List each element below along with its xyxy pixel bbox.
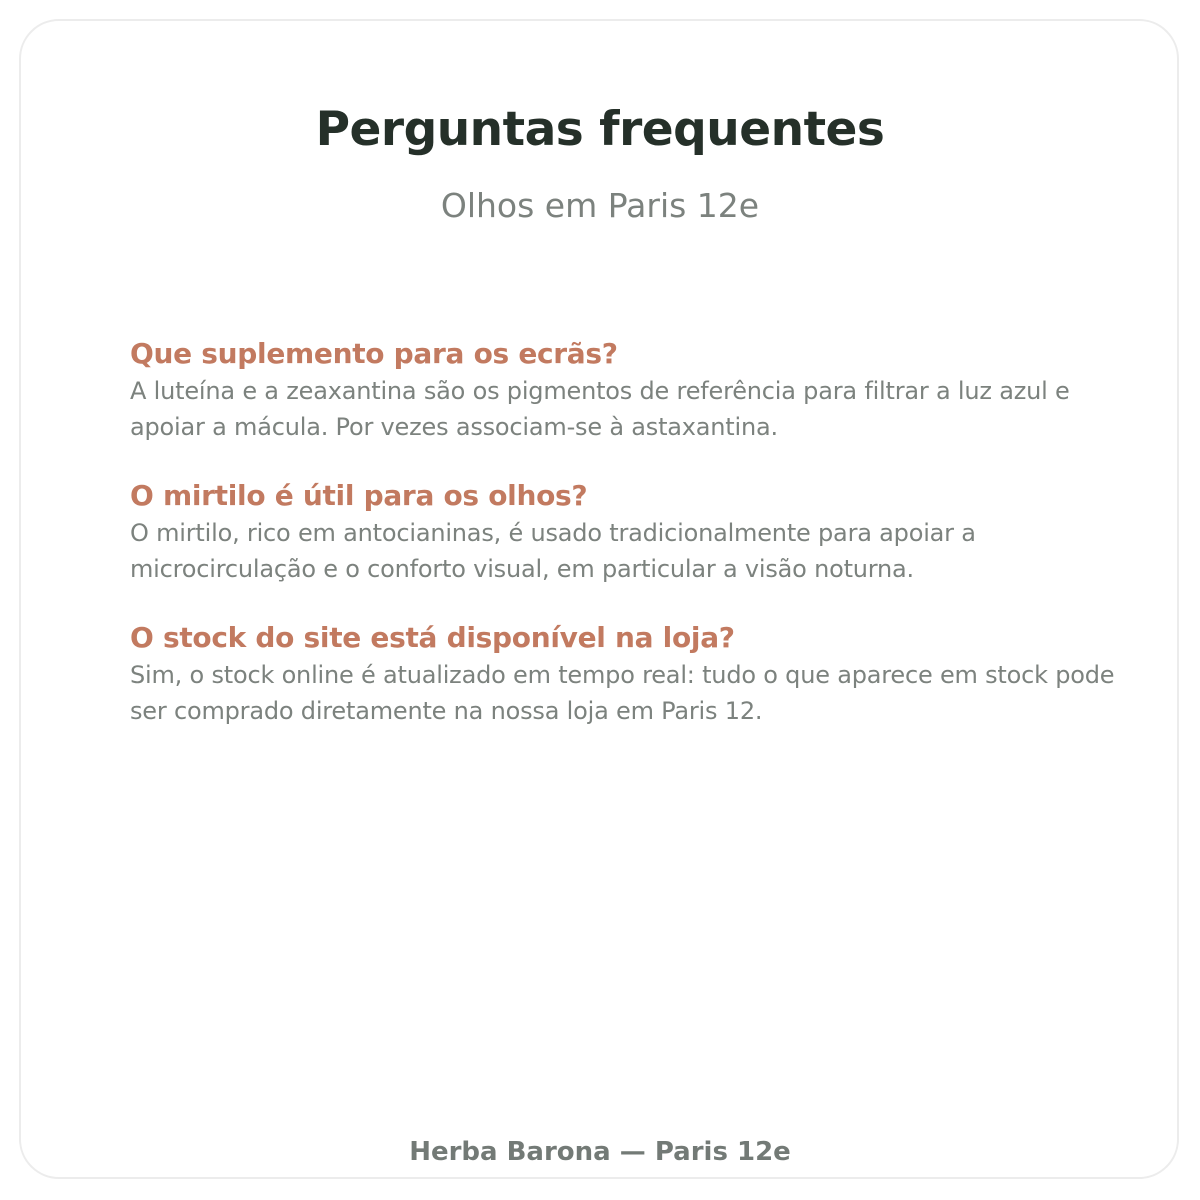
faq-question: O mirtilo é útil para os olhos? [130, 479, 588, 512]
faq-question: Que suplemento para os ecrãs? [130, 337, 618, 370]
page-title: Perguntas frequentes [315, 102, 885, 157]
footer-brand: Herba Barona — Paris 12e [409, 1137, 791, 1167]
faq-item [130, 335, 1120, 445]
page-subtitle: Olhos em Paris 12e [440, 186, 760, 225]
faq-question: O stock do site está disponível na loja? [130, 621, 735, 654]
faq-item [130, 619, 1120, 729]
faq-list [130, 335, 1120, 761]
faq-answer: Sim, o stock online é atualizado em tempo real: tudo o que aparece em stock pode ser comprado diretamente na nossa loja em Paris 12. [130, 661, 1115, 725]
faq-answer: O mirtilo, rico em antocianinas, é usado tradicionalmente para apoiar a microcirculação e o conforto visual, em particular a visão noturna. [130, 519, 976, 583]
faq-answer: A luteína e a zeaxantina são os pigmentos de referência para filtrar a luz azul e apoiar a mácula. Por vezes associam-se à astaxantina. [130, 377, 1070, 441]
faq-item [130, 477, 1120, 587]
